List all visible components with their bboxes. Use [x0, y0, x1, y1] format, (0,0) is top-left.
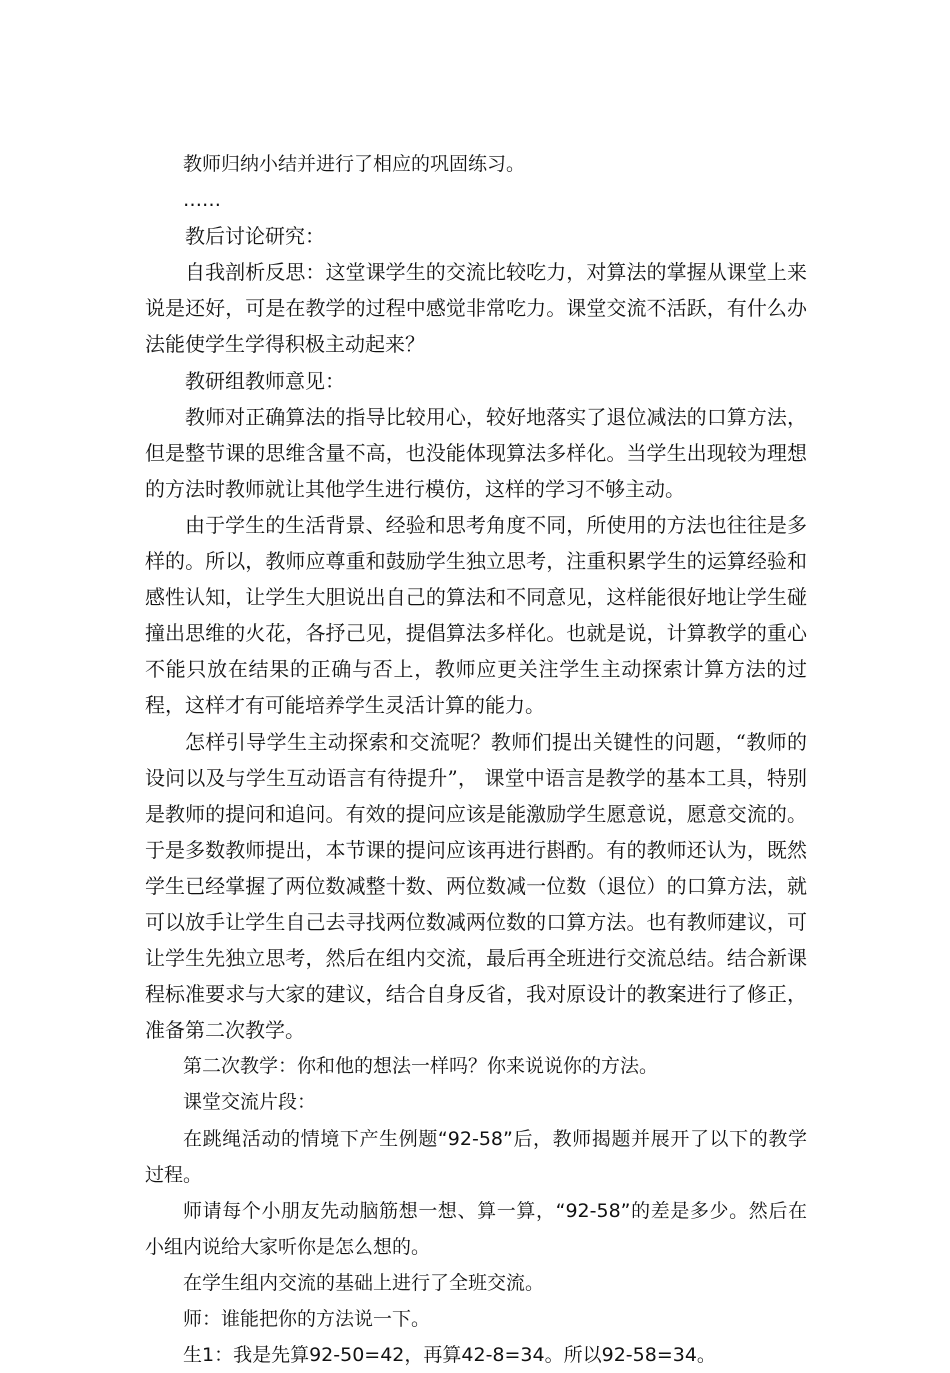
instruction-paragraph: 师请每个小朋友先动脑筋想一想、算一算，“92-58”的差是多少。然后在小组内说给大家听你是怎么想的。	[145, 1199, 807, 1258]
teacher-opinion-paragraph: 教师对正确算法的指导比较用心，较好地落实了退位减法的口算方法，但是整节课的思维含量不高，也没能体现算法多样化。当学生出现较为理想的方法时教师就让其他学生进行模仿，这样的学习不够主动。	[145, 404, 807, 501]
diversity-paragraph: 由于学生的生活背景、经验和思考角度不同，所使用的方法也往往是多样的。所以，教师应尊重和鼓励学生独立思考，注重积累学生的运算经验和感性认知，让学生大胆说出自己的算法和不同意见，这样能很好地让学生碰撞出思维的火花，各抒己见，提倡算法多样化。也就是说，计算教学的重心不能只放在结果的正确与否上，教师应更关注学生主动探索计算方法的过程，这样才有可能培养学生灵活计算的能力。	[145, 512, 807, 718]
teaching-group-heading: 教研组教师意见：	[185, 368, 345, 393]
guidance-paragraph: 怎样引导学生主动探索和交流呢？教师们提出关键性的问题，“教师的设问以及与学生互动语言有待提升”， 课堂中语言是教学的基本工具，特别是教师的提问和追问。有效的提问应该是能激励学生愿意说，愿意交流的。于是多数教师提出，本节课的提问应该再进行斟酌。有的教师还认为，既然学生已经掌握了两位数减整十数、两位数减一位数（退位）的口算方法，就可以放手让学生自己去寻找两位数减两位数的口算方法。也有教师建议，可让学生先独立思考，然后在组内交流，最后再全班进行交流总结。结合新课程标准要求与大家的建议，结合自身反省，我对原设计的教案进行了修正，准备第二次教学。	[145, 729, 807, 1043]
ellipsis-paragraph: ……	[183, 189, 221, 212]
class-exchange-paragraph: 在学生组内交流的基础上进行了全班交流。	[183, 1271, 545, 1294]
summary-paragraph: 教师归纳小结并进行了相应的巩固练习。	[183, 153, 526, 175]
document-body	[145, 146, 807, 1373]
teacher-question-paragraph: 师：谁能把你的方法说一下。	[183, 1308, 431, 1330]
self-reflection-paragraph: 自我剖析反思：这堂课学生的交流比较吃力，对算法的掌握从课堂上来说是还好，可是在教学的过程中感觉非常吃力。课堂交流不活跃，有什么办法能使学生学得积极主动起来？	[145, 260, 807, 357]
discussion-heading: 教后讨论研究：	[185, 224, 325, 249]
second-teaching-heading: 第二次教学：你和他的想法一样吗？你来说说你的方法。	[183, 1055, 659, 1078]
student-answer-paragraph: 生1：我是先算92-50=42，再算42-8=34。所以92-58=34。	[183, 1344, 716, 1367]
example-paragraph: 在跳绳活动的情境下产生例题“92-58”后，教师揭题并展开了以下的教学过程。	[145, 1127, 807, 1186]
classroom-fragment-heading: 课堂交流片段：	[183, 1091, 317, 1114]
